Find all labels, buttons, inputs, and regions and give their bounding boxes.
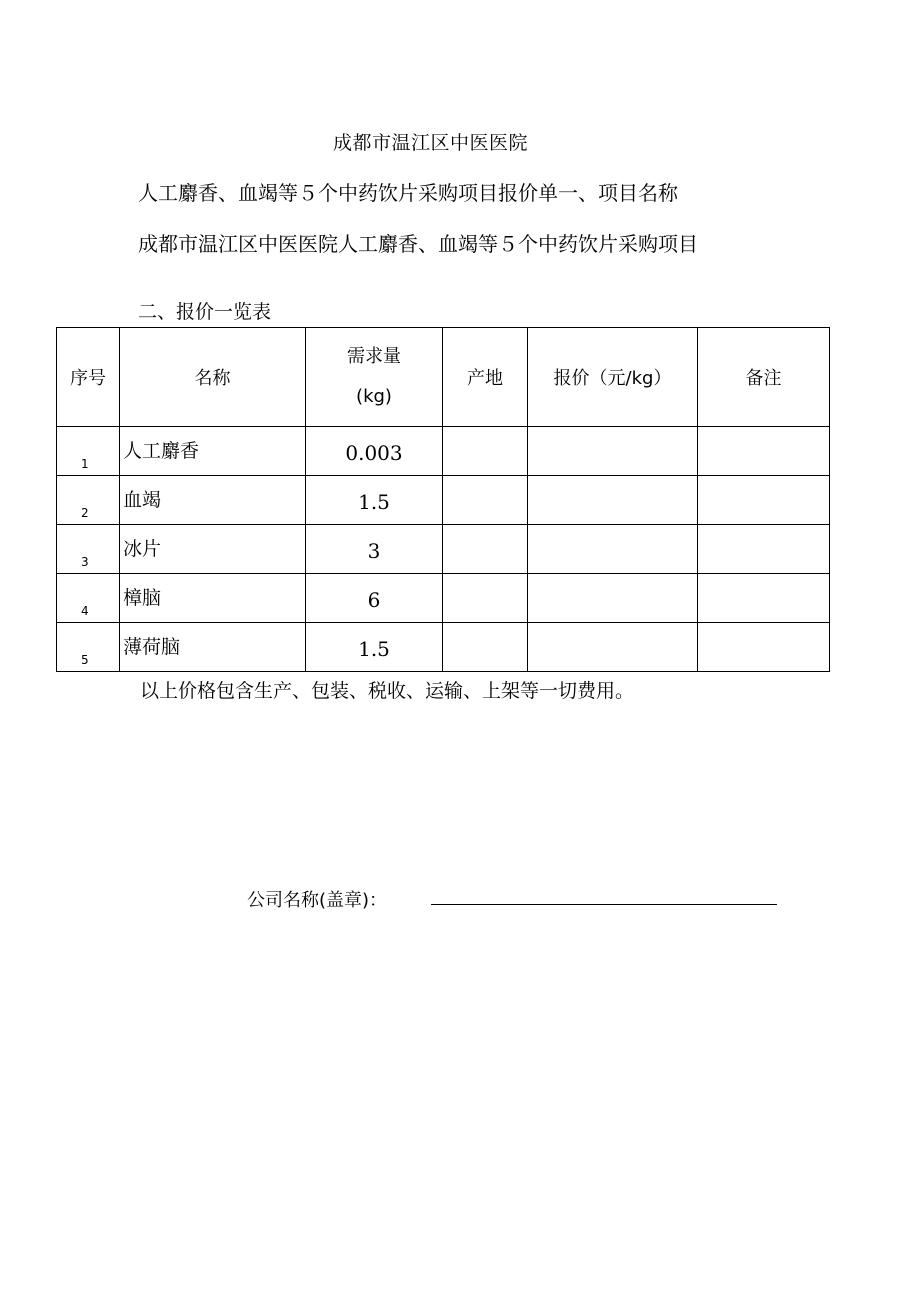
- row-price-cell[interactable]: [528, 476, 698, 525]
- price-note: 以上价格包含生产、包装、税收、运输、上架等一切费用。: [140, 680, 635, 702]
- row-remark-cell[interactable]: [698, 623, 830, 672]
- table-row: [57, 525, 830, 574]
- row-price-cell[interactable]: [528, 427, 698, 476]
- row-index: 1: [81, 457, 89, 471]
- row-remark-cell[interactable]: [698, 574, 830, 623]
- row-price-cell[interactable]: [528, 623, 698, 672]
- row-index: 3: [81, 555, 89, 569]
- row-remark-cell[interactable]: [698, 525, 830, 574]
- section-heading: 二、报价一览表: [138, 301, 272, 323]
- header-qty: [306, 328, 443, 427]
- row-origin-cell[interactable]: [443, 427, 528, 476]
- table-row: [57, 574, 830, 623]
- header-qty-label: 需求量: [347, 346, 401, 367]
- row-index: 4: [81, 604, 89, 618]
- row-name: 人工麝香: [123, 440, 200, 462]
- row-name: 薄荷脑: [123, 636, 181, 658]
- header-name: 名称: [120, 328, 306, 427]
- document-title: 人工麝香、血竭等５个中药饮片采购项目报价单一、项目名称: [138, 181, 678, 205]
- header-qty-unit: (kg): [356, 386, 392, 407]
- row-index: 2: [81, 506, 89, 520]
- row-price-cell[interactable]: [528, 525, 698, 574]
- header-price: 报价（元/kg）: [528, 328, 698, 427]
- header-origin: 产地: [443, 328, 528, 427]
- row-qty: 6: [367, 588, 381, 612]
- row-price-cell[interactable]: [528, 574, 698, 623]
- row-qty: 1.5: [358, 637, 390, 661]
- row-origin-cell[interactable]: [443, 476, 528, 525]
- row-qty: 3: [367, 539, 381, 563]
- row-remark-cell[interactable]: [698, 476, 830, 525]
- company-signature-line[interactable]: [431, 904, 777, 905]
- project-name: 成都市温江区中医医院人工麝香、血竭等５个中药饮片采购项目: [138, 232, 698, 256]
- hospital-name: 成都市温江区中医医院: [333, 132, 529, 154]
- row-name: 冰片: [123, 538, 162, 560]
- row-name: 血竭: [123, 489, 162, 511]
- table-row: [57, 623, 830, 672]
- row-name: 樟脑: [123, 587, 162, 609]
- quote-table: [56, 327, 830, 672]
- row-origin-cell[interactable]: [443, 623, 528, 672]
- table-row: [57, 476, 830, 525]
- table-header-row: [57, 328, 830, 427]
- row-qty: 1.5: [358, 490, 390, 514]
- table-row: [57, 427, 830, 476]
- row-origin-cell[interactable]: [443, 574, 528, 623]
- header-index: 序号: [57, 328, 120, 427]
- row-remark-cell[interactable]: [698, 427, 830, 476]
- company-name-label: 公司名称(盖章)：: [247, 890, 388, 911]
- row-index: 5: [81, 653, 89, 667]
- header-remark: 备注: [698, 328, 830, 427]
- row-qty: 0.003: [345, 441, 403, 465]
- row-origin-cell[interactable]: [443, 525, 528, 574]
